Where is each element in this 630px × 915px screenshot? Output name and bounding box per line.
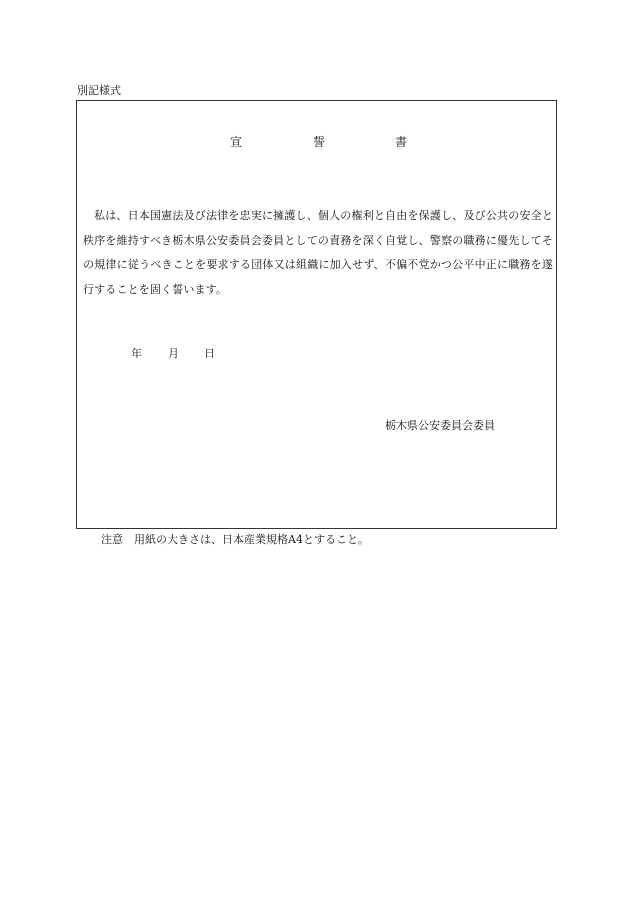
oath-statement: 私は、日本国憲法及び法律を忠実に擁護し、個人の権利と自由を保護し、及び公共の安全と秩序を維持すべき栃木県公安委員会委員としての責務を深く自覚し、警察の職務に優先してその規律に従うべきことを要求する団体又は組織に加入せず、不偏不党かつ公平中正に職務を遂行することを固く誓います。 — [83, 209, 553, 296]
oath-form-frame — [76, 100, 557, 529]
form-style-label: 別記様式 — [77, 84, 121, 97]
paper-size-note: 注意 用紙の大きさは、日本産業規格A4とすること。 — [101, 533, 369, 546]
date-day-label: 日 — [204, 347, 215, 360]
signatory-title: 栃木県公安委員会委員 — [385, 419, 495, 432]
title-char-1: 宣 — [230, 135, 243, 149]
date-month-label: 月 — [168, 347, 179, 360]
date-year-label: 年 — [131, 347, 142, 360]
title-char-3: 書 — [395, 135, 408, 149]
title-char-2: 誓 — [313, 135, 326, 149]
